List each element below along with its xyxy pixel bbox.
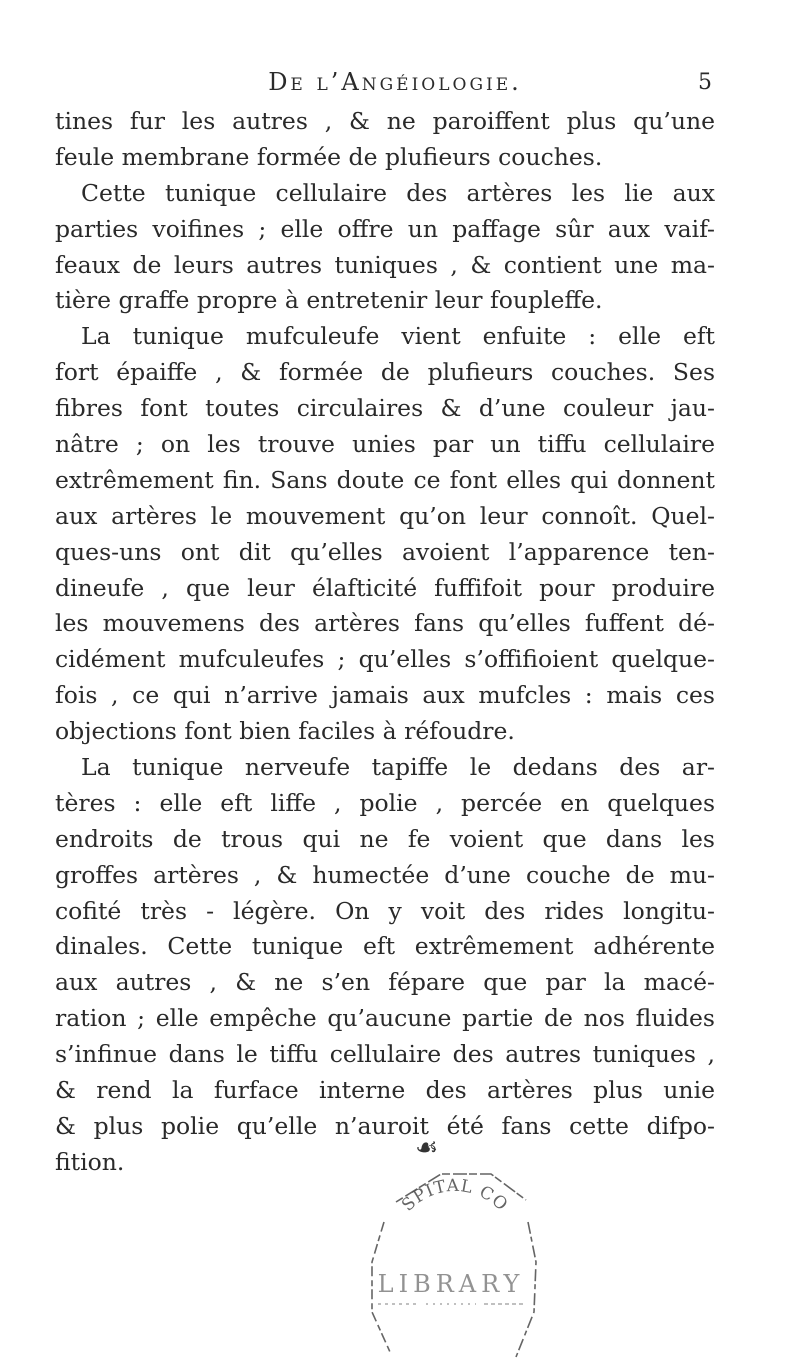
stamp-middle-text: LIBRARY <box>377 1270 525 1298</box>
svg-text:SPITAL CO <box>398 1176 512 1216</box>
text-line: s’infinue dans le tiffu cellulaire des autres tuniques , <box>55 1040 715 1069</box>
text-line: La tunique nerveufe tapiffe le dedans des ar- <box>81 753 715 782</box>
stamp-top-text: SPITAL CO <box>398 1175 512 1216</box>
text-line: aux autres , & ne s’en fépare que par la macé- <box>55 968 715 997</box>
text-line: & rend la furface interne des artères plus unie <box>55 1076 715 1105</box>
text-line: dineufe , que leur élafticité fuffifoit pour produire <box>55 573 715 602</box>
text-line: La tunique mufculeufe vient enfuite : elle eft <box>81 322 715 351</box>
text-line: aux artères le mouvement qu’on leur connoît. Quel- <box>55 501 715 530</box>
text-line: groffes artères , & humectée d’une couche de mu- <box>55 860 715 889</box>
text-line: ration ; elle empêche qu’aucune partie de nos fluides <box>55 1004 715 1033</box>
text-line: & plus polie qu’elle n’auroit été fans cette difpo- <box>55 1111 715 1140</box>
text-line: nâtre ; on les trouve unies par un tiffu cellulaire <box>55 430 715 459</box>
running-head <box>70 68 720 98</box>
text-line: fition. <box>55 1147 125 1176</box>
text-line: endroits de trous qui ne fe voient que dans les <box>55 824 715 853</box>
text-line: dinales. Cette tunique eft extrêmement adhérente <box>55 932 715 961</box>
text-line: Cette tunique cellulaire des artères les lie aux <box>81 178 715 207</box>
body-text <box>55 104 715 1181</box>
text-line: tères : elle eft liffe , polie , percée en quelques <box>55 788 715 817</box>
text-line: tines fur les autres , & ne paroiffent plus qu’une <box>55 107 715 135</box>
text-line: tière graffe propre à entretenir leur foupleffe. <box>55 286 603 315</box>
text-line: objections font bien faciles à réfoudre. <box>55 717 515 746</box>
text-line: cidément mufculeufes ; qu’elles s’offifioient quelque- <box>55 645 715 674</box>
text-line: les mouvemens des artères fans qu’elles fuffent dé- <box>55 609 715 638</box>
page-number: 5 <box>698 70 712 95</box>
ornament-icon: ☙ <box>415 1133 439 1163</box>
text-line: fibres font toutes circulaires & d’une couleur jau- <box>55 394 715 423</box>
library-stamp <box>356 1162 546 1372</box>
text-line: extrêmement fin. Sans doute ce font elles qui donnent <box>55 465 715 494</box>
text-line: fois , ce qui n’arrive jamais aux mufcles : mais ces <box>55 681 715 710</box>
text-line: fort épaiffe , & formée de plufieurs couches. Ses <box>55 358 715 387</box>
text-line: parties voifines ; elle offre un paffage sûr aux vaif- <box>55 214 715 243</box>
text-line: ques-uns ont dit qu’elles avoient l’apparence ten- <box>55 537 715 566</box>
running-title: De l’Angéiologie. <box>268 68 522 96</box>
text-line: feaux de leurs autres tuniques , & contient une ma- <box>55 250 715 279</box>
text-line: feule membrane formée de plufieurs couches. <box>55 142 603 171</box>
text-line: cofité très - légère. On y voit des rides longitu- <box>55 896 715 925</box>
